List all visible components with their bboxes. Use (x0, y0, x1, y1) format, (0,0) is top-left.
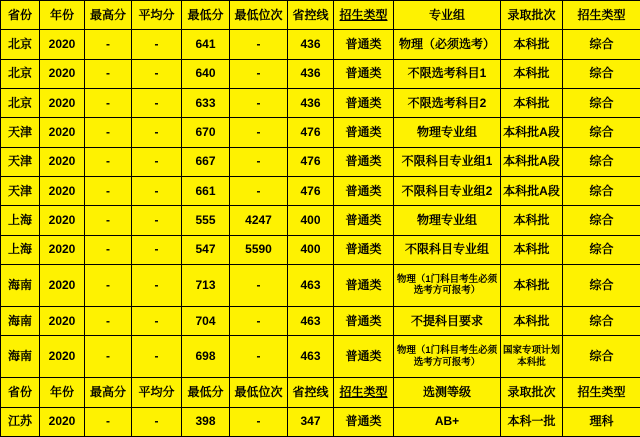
table-cell: - (85, 336, 132, 378)
table-cell: 463 (288, 264, 334, 306)
table-cell: 2020 (40, 306, 85, 335)
table-cell: 普通类 (334, 306, 394, 335)
table-cell: 476 (288, 147, 334, 176)
table-cell: - (85, 176, 132, 205)
table-cell: - (230, 30, 288, 59)
table-cell: - (132, 88, 182, 117)
table-cell: 物理（1门科目考生必须选考方可报考） (394, 264, 501, 306)
table-cell: 江苏 (1, 407, 40, 436)
table-row (1, 407, 640, 436)
table-cell: 普通类 (334, 59, 394, 88)
table-cell: 2020 (40, 118, 85, 147)
table-cell: 5590 (230, 235, 288, 264)
table-cell: 2020 (40, 176, 85, 205)
table-cell: - (85, 88, 132, 117)
table-cell: 普通类 (334, 336, 394, 378)
table-cell: 不限选考科目2 (394, 88, 501, 117)
table-cell: 640 (182, 59, 230, 88)
table-cell: - (85, 306, 132, 335)
table-cell: - (230, 306, 288, 335)
table-cell: 天津 (1, 118, 40, 147)
table-cell: 667 (182, 147, 230, 176)
header-row-2 (1, 378, 640, 407)
table-cell: 2020 (40, 59, 85, 88)
table-cell: 713 (182, 264, 230, 306)
table-cell: - (230, 147, 288, 176)
table-cell: - (230, 336, 288, 378)
table-cell: - (85, 30, 132, 59)
table-cell: - (132, 235, 182, 264)
column-header: 平均分 (132, 1, 182, 30)
table-cell: 不限选考科目1 (394, 59, 501, 88)
table-row (1, 176, 640, 205)
table-cell: 普通类 (334, 88, 394, 117)
table-cell: 综合 (563, 147, 640, 176)
column-header: 招生类型 (563, 1, 640, 30)
table-cell: 北京 (1, 30, 40, 59)
table-cell: 综合 (563, 206, 640, 235)
table-cell: - (132, 59, 182, 88)
table-cell: - (85, 118, 132, 147)
column-header: 录取批次 (501, 1, 563, 30)
table-cell: - (230, 407, 288, 436)
column-header: 招生类型 (563, 378, 640, 407)
table-row (1, 336, 640, 378)
column-header: 最低位次 (230, 1, 288, 30)
table-cell: 海南 (1, 264, 40, 306)
column-header: 平均分 (132, 378, 182, 407)
table-cell: 物理专业组 (394, 206, 501, 235)
table-cell: 2020 (40, 235, 85, 264)
column-header: 最低分 (182, 1, 230, 30)
table-cell: 本科批 (501, 206, 563, 235)
column-header: 年份 (40, 1, 85, 30)
table-cell: 547 (182, 235, 230, 264)
table-cell: 普通类 (334, 264, 394, 306)
table-cell: 海南 (1, 306, 40, 335)
column-header: 最低分 (182, 378, 230, 407)
table-cell: 理科 (563, 407, 640, 436)
column-header: 省份 (1, 1, 40, 30)
table-cell: 本科批 (501, 30, 563, 59)
table-row (1, 118, 640, 147)
table-cell: 普通类 (334, 176, 394, 205)
table-cell: 北京 (1, 59, 40, 88)
table-cell: 2020 (40, 88, 85, 117)
table-cell: 555 (182, 206, 230, 235)
column-header: 省控线 (288, 378, 334, 407)
table-cell: 不限科目专业组 (394, 235, 501, 264)
table-cell: 本科批 (501, 88, 563, 117)
table-cell: - (132, 30, 182, 59)
column-header: 省份 (1, 378, 40, 407)
table-cell: AB+ (394, 407, 501, 436)
table-cell: 海南 (1, 336, 40, 378)
table-cell: - (85, 264, 132, 306)
table-cell: 北京 (1, 88, 40, 117)
table-cell: - (230, 118, 288, 147)
table-cell: 综合 (563, 88, 640, 117)
table-cell: 普通类 (334, 407, 394, 436)
table-cell: - (230, 176, 288, 205)
table-cell: 436 (288, 88, 334, 117)
table-cell: 本科批A段 (501, 118, 563, 147)
column-header: 省控线 (288, 1, 334, 30)
table-cell: 综合 (563, 59, 640, 88)
table-body (1, 1, 640, 437)
table-cell: 综合 (563, 30, 640, 59)
table-row (1, 264, 640, 306)
table-cell: - (85, 59, 132, 88)
table-cell: - (230, 88, 288, 117)
table-cell: - (132, 147, 182, 176)
table-cell: - (85, 206, 132, 235)
column-header: 招生类型 (334, 1, 394, 30)
table-cell: 2020 (40, 407, 85, 436)
column-header: 录取批次 (501, 378, 563, 407)
table-cell: 2020 (40, 336, 85, 378)
table-row (1, 30, 640, 59)
table-cell: 2020 (40, 264, 85, 306)
table-cell: 670 (182, 118, 230, 147)
table-cell: 本科批 (501, 264, 563, 306)
table-cell: 普通类 (334, 118, 394, 147)
table-cell: 本科批 (501, 235, 563, 264)
table-cell: 641 (182, 30, 230, 59)
table-cell: - (85, 407, 132, 436)
table-cell: 国家专项计划本科批 (501, 336, 563, 378)
table-cell: 4247 (230, 206, 288, 235)
table-cell: - (230, 59, 288, 88)
table-cell: 普通类 (334, 30, 394, 59)
table-cell: 综合 (563, 118, 640, 147)
table-cell: - (132, 118, 182, 147)
table-cell: 661 (182, 176, 230, 205)
table-cell: 综合 (563, 264, 640, 306)
table-cell: 436 (288, 59, 334, 88)
table-cell: - (132, 176, 182, 205)
table-cell: 633 (182, 88, 230, 117)
table-cell: 本科一批 (501, 407, 563, 436)
table-row (1, 147, 640, 176)
table-row (1, 206, 640, 235)
table-cell: - (85, 235, 132, 264)
table-cell: 普通类 (334, 147, 394, 176)
table-cell: 2020 (40, 147, 85, 176)
column-header: 年份 (40, 378, 85, 407)
table-cell: 综合 (563, 336, 640, 378)
table-cell: 本科批A段 (501, 147, 563, 176)
table-cell: 2020 (40, 30, 85, 59)
column-header: 最高分 (85, 378, 132, 407)
table-cell: - (132, 336, 182, 378)
table-cell: 347 (288, 407, 334, 436)
table-cell: - (132, 206, 182, 235)
table-cell: 天津 (1, 176, 40, 205)
table-row (1, 235, 640, 264)
table-cell: 463 (288, 336, 334, 378)
header-row-1 (1, 1, 640, 30)
table-cell: 本科批 (501, 306, 563, 335)
table-cell: 天津 (1, 147, 40, 176)
table-cell: - (132, 407, 182, 436)
table-cell: 物理（1门科目考生必须选考方可报考） (394, 336, 501, 378)
table-cell: 上海 (1, 206, 40, 235)
table-cell: 不限科目专业组1 (394, 147, 501, 176)
table-cell: - (230, 264, 288, 306)
table-cell: 400 (288, 206, 334, 235)
table-cell: 普通类 (334, 206, 394, 235)
table-cell: 不提科目要求 (394, 306, 501, 335)
table-cell: 综合 (563, 306, 640, 335)
table-cell: 704 (182, 306, 230, 335)
table-cell: - (132, 306, 182, 335)
table-cell: 400 (288, 235, 334, 264)
table-cell: 476 (288, 176, 334, 205)
table-cell: 2020 (40, 206, 85, 235)
table-row (1, 306, 640, 335)
table-cell: - (85, 147, 132, 176)
table-cell: 476 (288, 118, 334, 147)
table-cell: 本科批A段 (501, 176, 563, 205)
table-cell: - (132, 264, 182, 306)
column-header: 最高分 (85, 1, 132, 30)
table-cell: 698 (182, 336, 230, 378)
table-cell: 不限科目专业组2 (394, 176, 501, 205)
table-cell: 物理（必须选考） (394, 30, 501, 59)
table-cell: 436 (288, 30, 334, 59)
table-cell: 普通类 (334, 235, 394, 264)
table-cell: 综合 (563, 235, 640, 264)
table-cell: 463 (288, 306, 334, 335)
column-header: 最低位次 (230, 378, 288, 407)
table-cell: 综合 (563, 176, 640, 205)
table-cell: 本科批 (501, 59, 563, 88)
table-cell: 物理专业组 (394, 118, 501, 147)
column-header: 专业组 (394, 1, 501, 30)
table-cell: 398 (182, 407, 230, 436)
table-cell: 上海 (1, 235, 40, 264)
table-row (1, 59, 640, 88)
column-header: 选测等级 (394, 378, 501, 407)
table-row (1, 88, 640, 117)
column-header: 招生类型 (334, 378, 394, 407)
